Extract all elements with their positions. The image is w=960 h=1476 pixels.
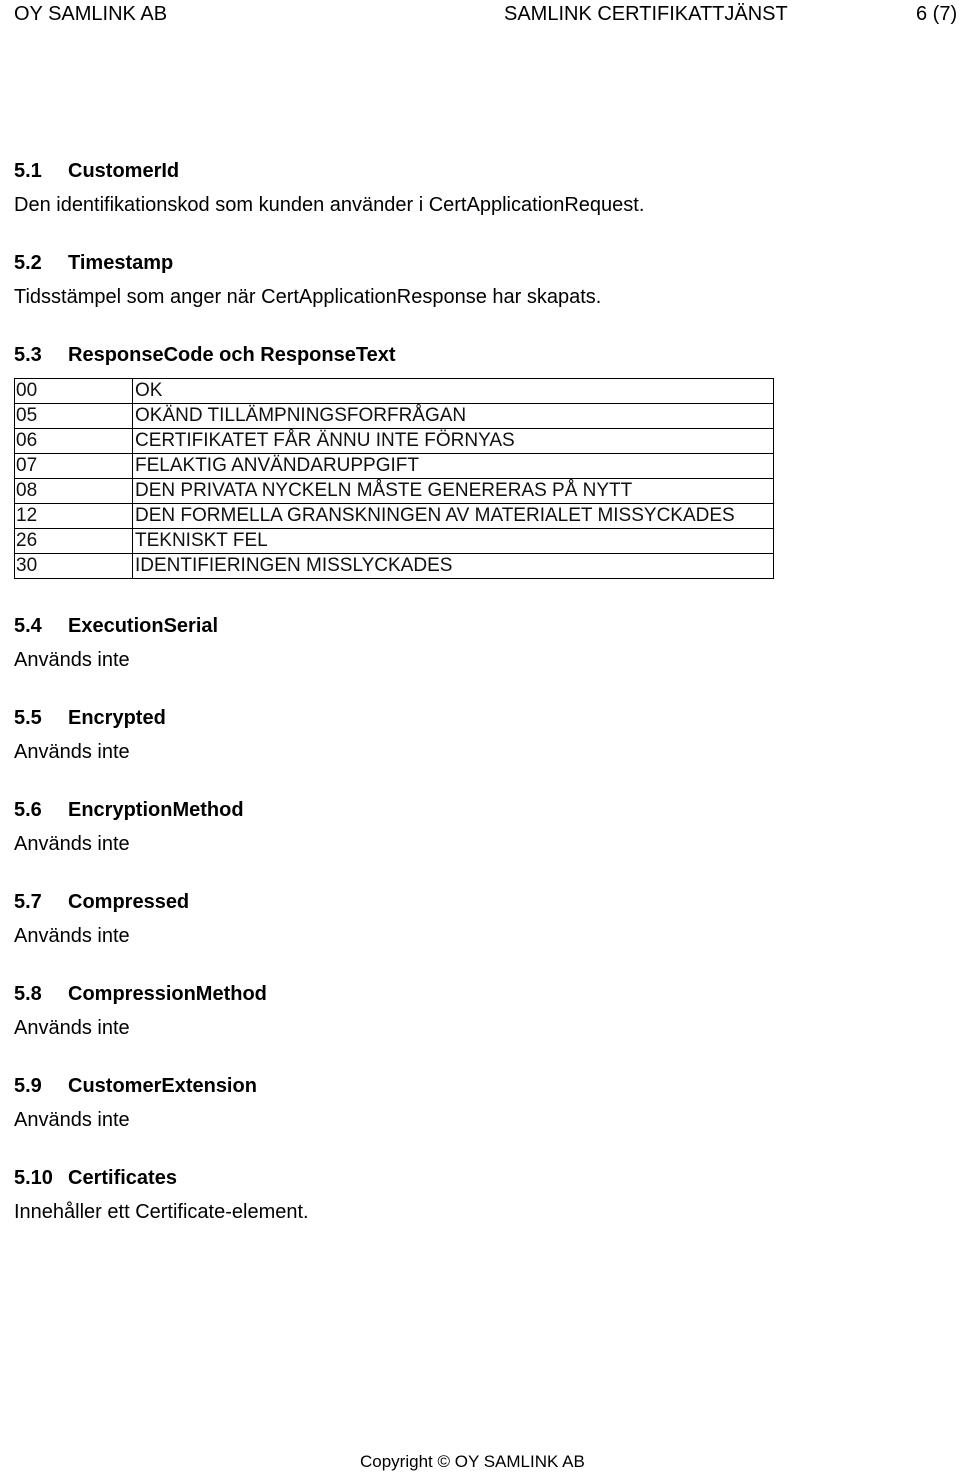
- section-heading: [14, 795, 944, 825]
- table-row: [15, 529, 774, 554]
- section-certificates: [14, 1163, 944, 1227]
- header-title: SAMLINK CERTIFIKATTJÄNST: [504, 3, 788, 25]
- section-heading: [14, 703, 944, 733]
- section-number: 5.7: [14, 891, 42, 913]
- response-code: 00: [15, 379, 133, 404]
- section-timestamp: [14, 248, 944, 312]
- response-code: 08: [15, 479, 133, 504]
- section-responsecode: [14, 340, 944, 579]
- section-compressionmethod: [14, 979, 944, 1043]
- section-text: Används inte: [14, 1017, 130, 1039]
- header-company: OY SAMLINK AB: [14, 3, 168, 25]
- table-row: [15, 379, 774, 404]
- response-code: 05: [15, 404, 133, 429]
- section-title: Certificates: [68, 1167, 177, 1189]
- response-text: OK: [133, 379, 774, 404]
- section-heading: [14, 979, 944, 1009]
- response-text: DEN FORMELLA GRANSKNINGEN AV MATERIALET MISSYCKADES: [133, 504, 774, 529]
- response-code: 12: [15, 504, 133, 529]
- section-title: Timestamp: [68, 252, 174, 274]
- table-row: [15, 454, 774, 479]
- section-text: Används inte: [14, 741, 130, 763]
- response-text: DEN PRIVATA NYCKELN MÅSTE GENERERAS PÅ NYTT: [133, 479, 774, 504]
- page-footer: [360, 1452, 585, 1472]
- section-title: CustomerExtension: [68, 1075, 257, 1097]
- table-row: [15, 554, 774, 579]
- section-heading: [14, 611, 944, 641]
- section-text: Används inte: [14, 1109, 130, 1131]
- section-title: EncryptionMethod: [68, 799, 244, 821]
- section-title: ExecutionSerial: [68, 615, 219, 637]
- section-title: CompressionMethod: [68, 983, 267, 1005]
- section-text: Innehåller ett Certificate-element.: [14, 1201, 309, 1223]
- section-text: Används inte: [14, 649, 130, 671]
- section-heading: [14, 887, 944, 917]
- section-number: 5.5: [14, 707, 42, 729]
- response-text: FELAKTIG ANVÄNDARUPPGIFT: [133, 454, 774, 479]
- table-row: [15, 404, 774, 429]
- section-encryptionmethod: [14, 795, 944, 859]
- section-number: 5.1: [14, 160, 42, 182]
- section-heading: [14, 340, 944, 370]
- response-code: 06: [15, 429, 133, 454]
- response-text: OKÄND TILLÄMPNINGSFORFRÅGAN: [133, 404, 774, 429]
- section-title: CustomerId: [68, 160, 180, 182]
- section-encrypted: [14, 703, 944, 767]
- response-text: TEKNISKT FEL: [133, 529, 774, 554]
- section-heading: [14, 156, 944, 186]
- section-text: Den identifikationskod som kunden använder i CertApplicationRequest.: [14, 194, 645, 216]
- section-number: 5.10: [14, 1167, 53, 1189]
- section-number: 5.9: [14, 1075, 42, 1097]
- response-text: IDENTIFIERINGEN MISSLYCKADES: [133, 554, 774, 579]
- section-title: Encrypted: [68, 707, 166, 729]
- response-code-table: [14, 378, 774, 579]
- section-number: 5.3: [14, 344, 42, 366]
- section-heading: [14, 1163, 944, 1193]
- page-header: [0, 0, 960, 30]
- section-customerextension: [14, 1071, 944, 1135]
- table-row: [15, 504, 774, 529]
- section-title: ResponseCode och ResponseText: [68, 344, 396, 366]
- header-page-number: 6 (7): [916, 3, 958, 25]
- response-text: CERTIFIKATET FÅR ÄNNU INTE FÖRNYAS: [133, 429, 774, 454]
- section-text: Används inte: [14, 833, 130, 855]
- section-heading: [14, 248, 944, 278]
- section-heading: [14, 1071, 944, 1101]
- table-row: [15, 479, 774, 504]
- response-code: 07: [15, 454, 133, 479]
- section-text: Tidsstämpel som anger när CertApplicationResponse har skapats.: [14, 286, 602, 308]
- document-body: [14, 156, 944, 1255]
- section-number: 5.8: [14, 983, 42, 1005]
- table-row: [15, 429, 774, 454]
- section-customerid: [14, 156, 944, 220]
- section-number: 5.4: [14, 615, 42, 637]
- section-title: Compressed: [68, 891, 190, 913]
- response-code: 30: [15, 554, 133, 579]
- section-compressed: [14, 887, 944, 951]
- section-number: 5.2: [14, 252, 42, 274]
- section-text: Används inte: [14, 925, 130, 947]
- response-code: 26: [15, 529, 133, 554]
- footer-copyright: Copyright © OY SAMLINK AB: [360, 1452, 585, 1471]
- section-executionserial: [14, 611, 944, 675]
- section-number: 5.6: [14, 799, 42, 821]
